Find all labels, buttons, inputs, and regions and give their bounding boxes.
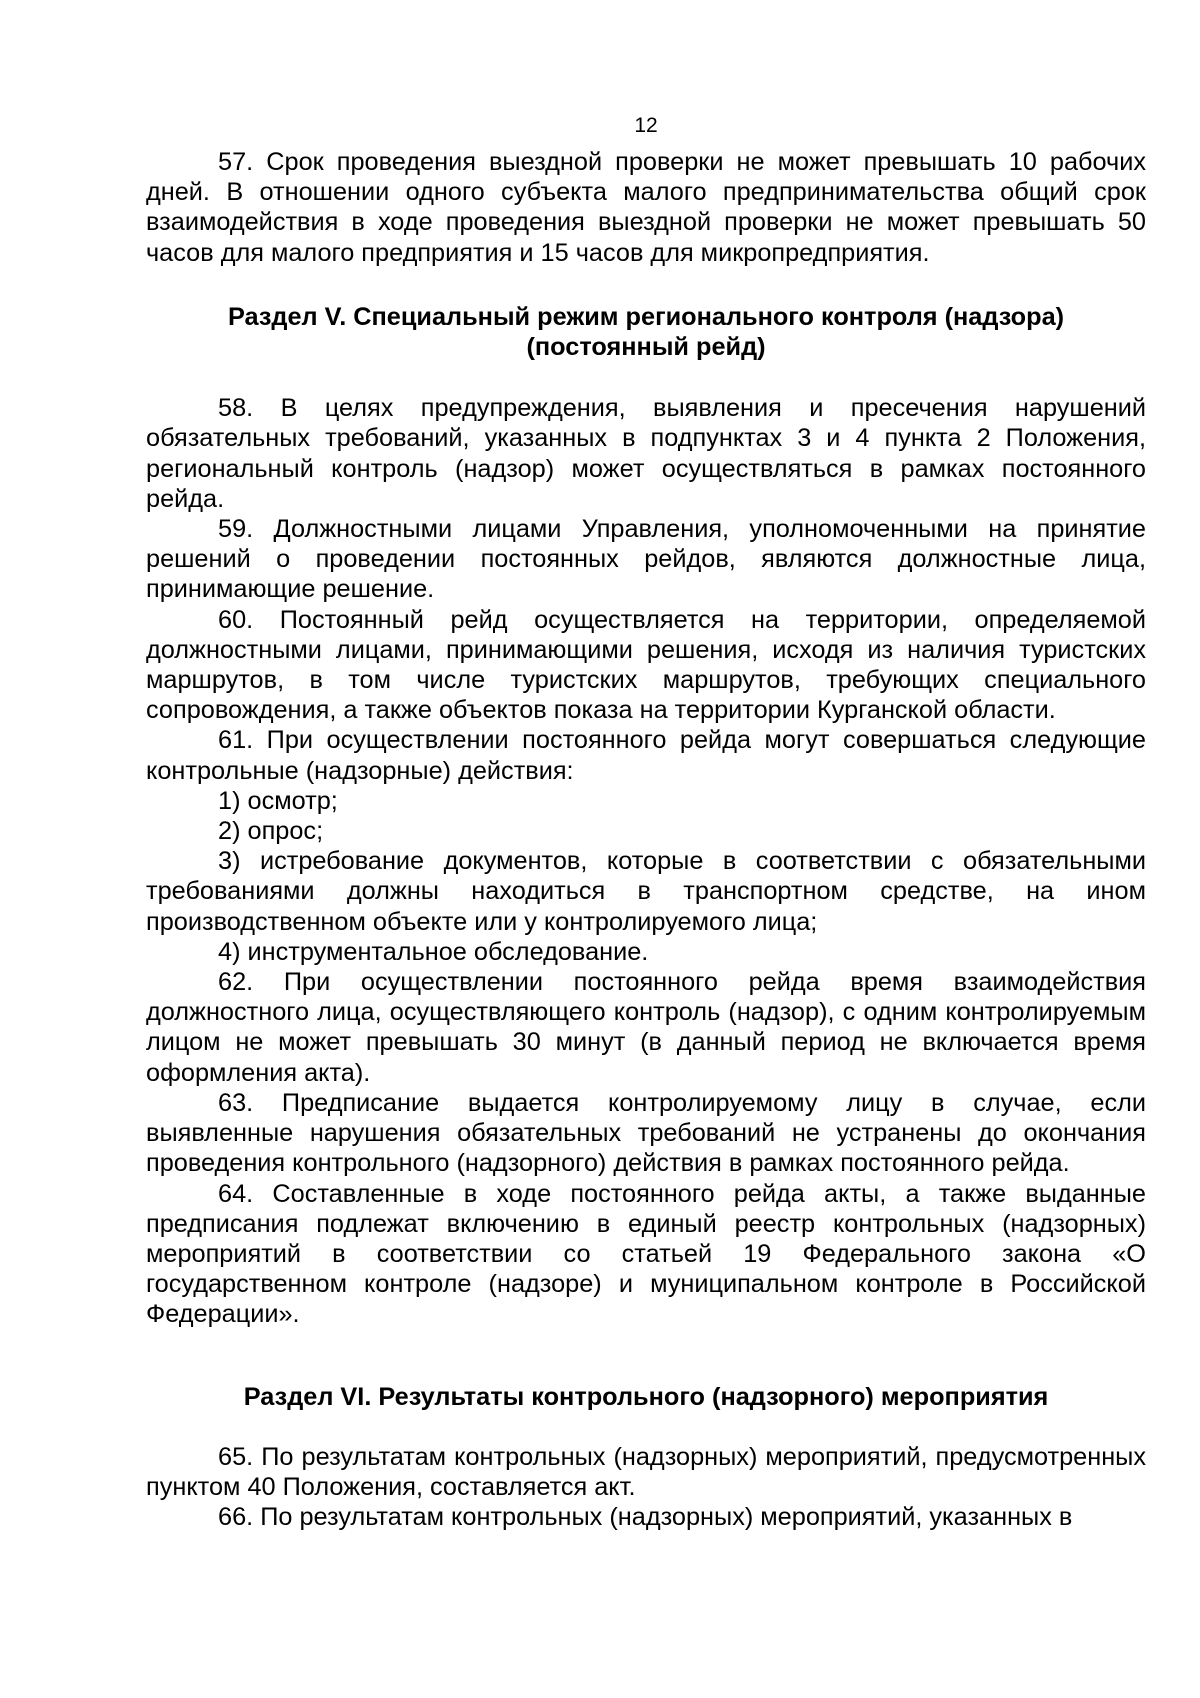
document-page	[146, 112, 1146, 1532]
section-6-heading-line-1: Раздел VI. Результаты контрольного (надзорного) мероприятия	[243, 1382, 1049, 1411]
paragraph-63: 63. Предписание выдается контролируемому лицу в случае, если выявленные нарушения обязательных требований не устранены до окончания проведения контрольного (надзорного) действия в рамках постоянного рейда.	[146, 1088, 1146, 1178]
paragraph-61: 61. При осуществлении постоянного рейда могут совершаться следующие контрольные (надзорные) действия:	[146, 726, 1146, 785]
list-item-3: 3) истребование документов, которые в соответствии с обязательными требованиями должны находиться в транспортном средстве, на ином производственном объекте или у контролируемого лица;	[146, 847, 1146, 936]
list-item-1: 1) осмотр;	[218, 786, 338, 815]
paragraph-60: 60. Постоянный рейд осуществляется на территории, определяемой должностными лицами, принимающими решения, исходя из наличия туристских маршрутов, в том числе туристских маршрутов, требующих специального сопровождения, а также объектов показа на территории Курганской области.	[146, 605, 1146, 725]
section-5-heading-line-1: Раздел V. Специальный режим регионального контроля (надзора)	[227, 302, 1065, 331]
section-5-heading-line-2: (постоянный рейд)	[526, 333, 766, 362]
section-5-heading	[146, 302, 1146, 362]
paragraph-57: 57. Срок проведения выездной проверки не может превышать 10 рабочих дней. В отношении одного субъекта малого предпринимательства общий срок взаимодействия в ходе проведения выездной проверки не может превышать 50 часов для малого предприятия и 15 часов для микропредприятия.	[146, 148, 1146, 267]
list-item-2: 2) опрос;	[218, 817, 324, 846]
list-item-4: 4) инструментальное обследование.	[218, 937, 649, 966]
paragraph-65: 65. По результатам контрольных (надзорных) мероприятий, предусмотренных пунктом 40 Положения, составляется акт.	[146, 1442, 1146, 1501]
page-number: 12	[634, 114, 658, 137]
paragraph-58: 58. В целях предупреждения, выявления и пресечения нарушений обязательных требований, указанных в подпунктах 3 и 4 пункта 2 Положения, региональный контроль (надзор) может осуществляться в рамках постоянного рейда.	[146, 394, 1146, 513]
paragraph-64: 64. Составленные в ходе постоянного рейда акты, а также выданные предписания подлежат включению в единый реестр контрольных (надзорных) мероприятий в соответствии со статьей 19 Федерального закона «О государственном контроле (надзоре) и муниципальном контроле в Российской Федерации».	[146, 1179, 1146, 1329]
paragraph-66: 66. По результатам контрольных (надзорных) мероприятий, указанных в	[218, 1503, 1073, 1532]
paragraph-62: 62. При осуществлении постоянного рейда время взаимодействия должностного лица, осуществляющего контроль (надзор), с одним контролируемым лицом не может превышать 30 минут (в данный период не включается время оформления акта).	[146, 968, 1146, 1087]
section-6-heading	[146, 1382, 1146, 1412]
paragraph-59: 59. Должностными лицами Управления, уполномоченными на принятие решений о проведении постоянных рейдов, являются должностные лица, принимающие решение.	[146, 515, 1146, 604]
